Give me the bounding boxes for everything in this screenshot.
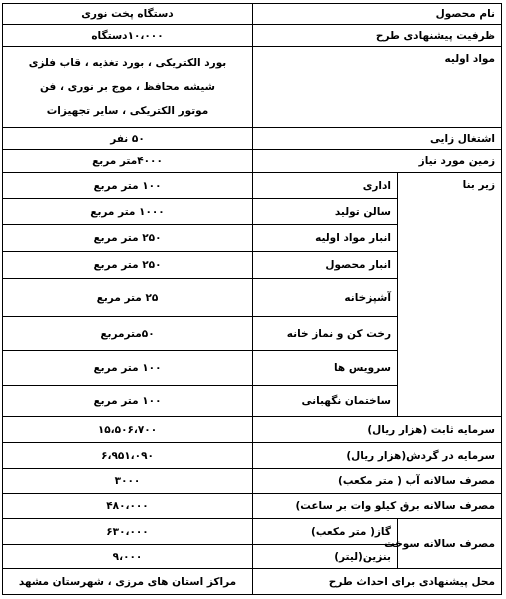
building-item-label: ساختمان نگهبانی [252,386,397,417]
capacity-value: ۱۰،۰۰۰دستگاه [2,25,252,47]
row-capacity [2,25,501,47]
materials-line: شیشه محافظ ، موج بر نوری ، فن [39,81,215,93]
fuel-item-label: گاز( متر مکعب) [252,519,397,545]
building-item-label: سرویس ها [252,351,397,386]
electricity-value: ۴۸۰،۰۰۰ [2,494,252,519]
fuel-item-value: ۹،۰۰۰ [2,545,252,569]
row-fixed-capital [2,417,501,443]
location-value: مراکز استان های مرزی ، شهرستان مشهد [2,569,252,595]
building-item-value: ۱۰۰ متر مربع [2,386,252,417]
fuel-item-label: بنزین(لیتر) [252,545,397,569]
product-value: دستگاه پخت نوری [2,4,252,25]
materials-line: بورد الکتریکی ، بورد تغذیه ، قاب فلزی [28,57,227,69]
fuel-item-value: ۶۳۰،۰۰۰ [2,519,252,545]
building-item-label: اداری [252,173,397,199]
fixed-capital-label: سرمایه ثابت (هزار ریال) [252,417,501,443]
row-working-capital [2,443,501,469]
working-capital-label: سرمایه در گردش(هزار ریال) [252,443,501,469]
water-value: ۳۰۰۰ [2,469,252,494]
building-item-label: آشپزخانه [252,279,397,317]
row-water [2,469,501,494]
spec-table [2,3,502,595]
row-product [2,4,501,25]
materials-value [2,47,252,128]
project-spec-sheet [3,3,502,595]
row-employment [2,128,501,150]
building-item-label: انبار مواد اولیه [252,225,397,252]
building-item-label: سالن تولید [252,199,397,225]
fixed-capital-value: ۱۵،۵۰۶،۷۰۰ [2,417,252,443]
land-label: زمین مورد نیاز [252,150,501,173]
building-item-value: ۱۰۰ متر مربع [2,173,252,199]
building-item-value: ۲۵۰ متر مربع [2,252,252,279]
row-building-0 [2,173,501,199]
electricity-label: مصرف سالانه برق کیلو وات بر ساعت) [252,494,501,519]
row-land [2,150,501,173]
location-label: محل پیشنهادی برای احداث طرح [252,569,501,595]
building-item-value: ۱۰۰۰ متر مربع [2,199,252,225]
row-fuel-gas [2,519,501,545]
building-item-label: رخت کن و نماز خانه [252,317,397,351]
building-item-value: ۲۵ متر مربع [2,279,252,317]
building-label: زیر بنا [398,173,502,417]
row-location [2,569,501,595]
building-item-value: ۲۵۰ متر مربع [2,225,252,252]
employment-value: ۵۰ نفر [2,128,252,150]
materials-label: مواد اولیه [252,47,501,128]
building-item-value: ۵۰مترمربع [2,317,252,351]
capacity-label: ظرفیت پیشنهادی طرح [252,25,501,47]
water-label: مصرف سالانه آب ( متر مکعب) [252,469,501,494]
building-item-value: ۱۰۰ متر مربع [2,351,252,386]
land-value: ۴۰۰۰متر مربع [2,150,252,173]
building-item-label: انبار محصول [252,252,397,279]
row-electricity [2,494,501,519]
employment-label: اشتغال زایی [252,128,501,150]
fuel-label: مصرف سالانه سوخت [398,519,502,569]
materials-line: موتور الکتریکی ، سایر تجهیزات [46,105,209,117]
working-capital-value: ۶،۹۵۱،۰۹۰ [2,443,252,469]
row-materials [2,47,501,128]
product-label: نام محصول [252,4,501,25]
